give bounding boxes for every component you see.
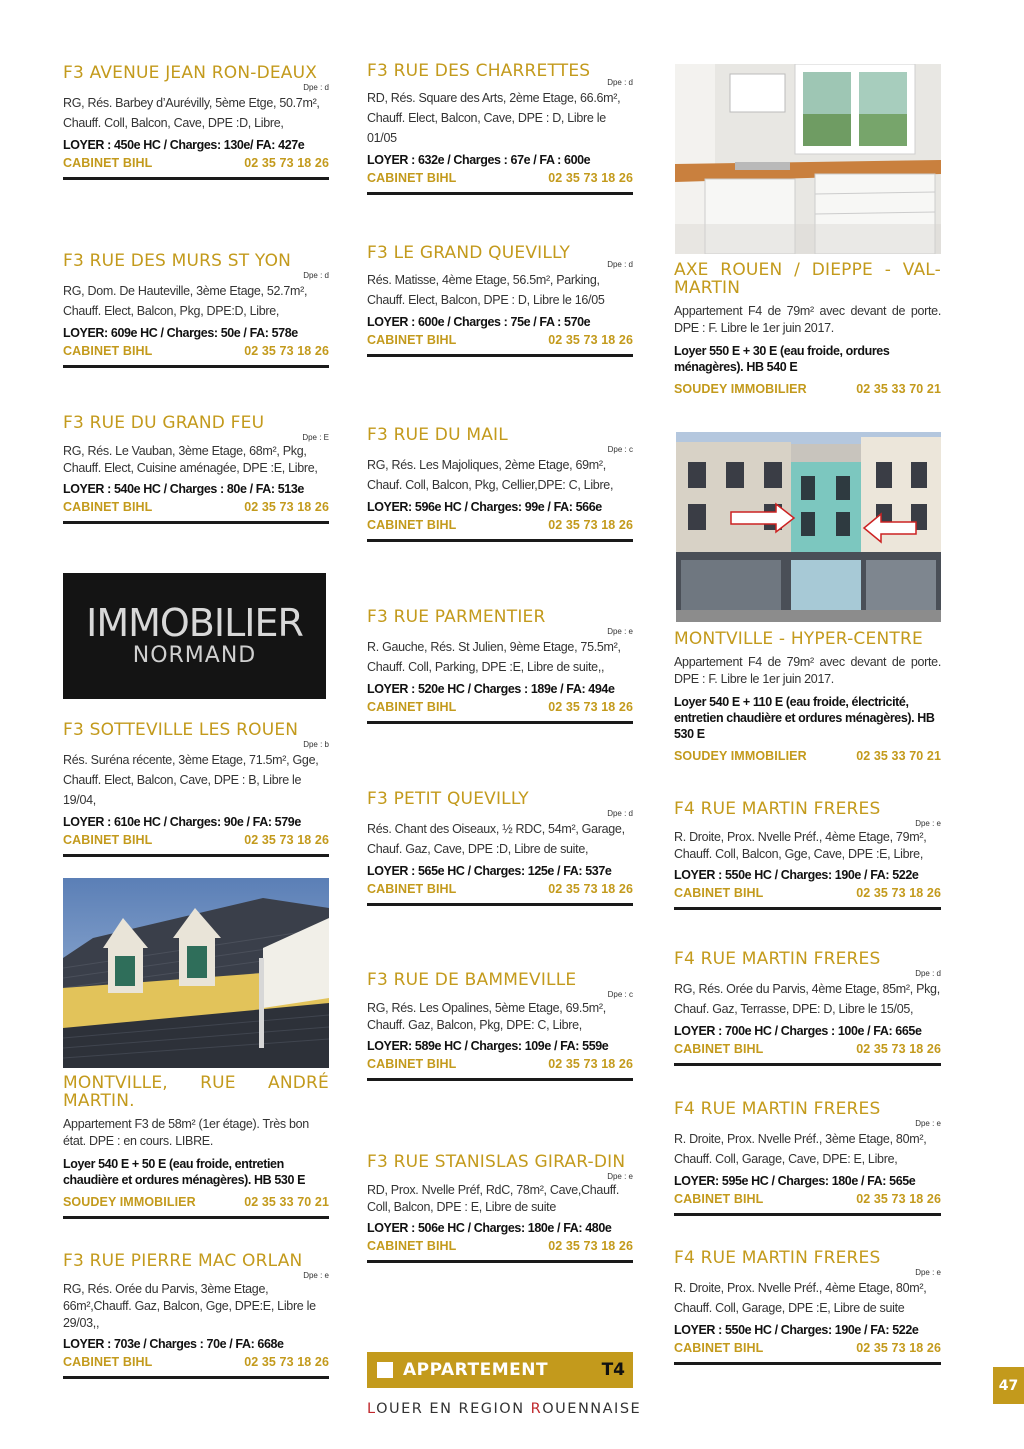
agency-line [63,1354,329,1370]
agency-name: CABINET BIHL [367,171,457,185]
dpe-label: Dpe : e [303,1271,329,1280]
agency-line [367,881,633,897]
agency-phone[interactable]: 02 35 73 18 26 [856,886,941,900]
listing-title: F3 RUE PARMENTIER [367,607,546,627]
listing-price: LOYER: 595e HC / Charges: 180e / FA: 565e [674,1174,916,1188]
listing-price: LOYER: 596e HC / Charges: 99e / FA: 566e [367,500,602,514]
listing-c3l5[interactable] [674,1100,941,1216]
listing-c3l3[interactable] [674,800,941,910]
listing-price: LOYER : 550e HC / Charges: 190e / FA: 522e [674,1323,919,1337]
agency-line [367,517,633,533]
listing-price: LOYER : 600e / Charges : 75e / FA : 570e [367,315,591,329]
listing-description: RD, Rés. Square des Arts, 2ème Etage, 66.6m², Chauff. Elect, Balcon, Cave, DPE : D, Libre le 01/05 [367,91,621,145]
listing-title: F3 RUE DU GRAND FEU [63,413,265,433]
listing-price: LOYER : 550e HC / Charges: 190e / FA: 522e [674,868,919,882]
listing-description: RG, Rés. Orée du Parvis, 3ème Etage, 66m²,Chauff. Gaz, Balcon, Gge, DPE:E, Libre le 29/03,, [63,1282,316,1330]
listing-title: F3 RUE DU MAIL [367,425,508,445]
agency-name: CABINET BIHL [63,833,153,847]
agency-name: CABINET BIHL [367,1239,457,1253]
agency-line [674,1191,941,1207]
listing-title: F4 RUE MARTIN FRERES [674,1099,881,1119]
agency-phone[interactable]: 02 35 33 70 21 [244,1195,329,1209]
dpe-label: Dpe : d [607,260,633,269]
agency-phone[interactable]: 02 35 73 18 26 [856,1341,941,1355]
listing-price: LOYER : 520e HC / Charges : 189e / FA: 494e [367,682,615,696]
agency-phone[interactable]: 02 35 73 18 26 [244,1355,329,1369]
listing-title: F3 AVENUE JEAN RON-DEAUX [63,63,318,83]
listing-price: LOYER : 506e HC / Charges: 180e / FA: 480e [367,1221,612,1235]
listing-description: R. Droite, Prox. Nvelle Préf., 3ème Etage, 80m², Chauff. Coll, Garage, Cave, DPE: E, Libre, [674,1132,927,1166]
agency-line [674,381,941,397]
listing-description: RG, Rés. Les Opalines, 5ème Etage, 69.5m², Chauff. Gaz, Balcon, Pkg, DPE: C, Libre, [367,1001,606,1032]
agency-line [63,155,329,171]
listing-c1l5[interactable] [63,1074,329,1219]
agency-phone[interactable]: 02 35 73 18 26 [856,1192,941,1206]
listing-c2l2[interactable] [367,244,633,357]
agency-name: CABINET BIHL [63,500,153,514]
agency-phone[interactable]: 02 35 73 18 26 [548,171,633,185]
agency-line [674,1041,941,1057]
dpe-label: Dpe : d [607,809,633,818]
listing-c1l4[interactable] [63,721,329,857]
listing-description: RG, Rés. Orée du Parvis, 4ème Etage, 85m², Pkg, Chauf. Gaz, Terrasse, DPE: D, Libre le 15/05, [674,982,940,1016]
listing-title: AXE ROUEN / DIEPPE - VAL-MARTIN [674,260,941,298]
agency-line [63,832,329,848]
listing-c2l4[interactable] [367,608,633,724]
agency-name: CABINET BIHL [367,518,457,532]
agency-phone[interactable]: 02 35 73 18 26 [244,833,329,847]
footer-letter-l: L [367,1401,377,1417]
listing-description: RD, Prox. Nvelle Préf, RdC, 78m², Cave,Chauff. Coll, Balcon, DPE : E, Libre de suite [367,1183,620,1214]
agency-phone[interactable]: 02 35 73 18 26 [548,1239,633,1253]
listing-price: Loyer 550 E + 30 E (eau froide, ordures ménagères). HB 540 E [674,344,890,374]
listing-c3l1[interactable] [674,261,941,403]
house-roof-image [63,878,329,1068]
listing-title: F3 RUE STANISLAS GIRAR-DIN [367,1152,626,1172]
listing-c1l3[interactable] [63,414,329,524]
agency-line [367,1056,633,1072]
listing-title: F4 RUE MARTIN FRERES [674,1248,881,1268]
dpe-label: Dpe : e [915,819,941,828]
listing-title: F3 RUE DES CHARRETTES [367,61,591,81]
agency-phone[interactable]: 02 35 73 18 26 [244,344,329,358]
agency-line [63,499,329,515]
footer-title [367,1401,657,1417]
agency-name: SOUDEY IMMOBILIER [674,382,807,396]
listing-c2l3[interactable] [367,426,633,542]
agency-line [367,170,633,186]
listing-title: F4 RUE MARTIN FRERES [674,799,881,819]
agency-line [367,1238,633,1254]
listing-c2l5[interactable] [367,790,633,906]
agency-phone[interactable]: 02 35 73 18 26 [548,882,633,896]
listing-description: Rés. Chant des Oiseaux, ½ RDC, 54m², Garage, Chauf. Gaz, Cave, DPE :D, Libre de suite, [367,822,625,856]
listing-c1l1[interactable] [63,64,329,180]
listing-title: F3 PETIT QUEVILLY [367,789,529,809]
dpe-label: Dpe : e [915,1268,941,1277]
page-number: 47 [993,1367,1024,1404]
dpe-label: Dpe : b [303,740,329,749]
immobilier-normand-logo [63,573,326,699]
listing-c1l2[interactable] [63,252,329,368]
agency-name: CABINET BIHL [63,156,153,170]
dpe-label: Dpe : d [303,271,329,280]
agency-name: CABINET BIHL [674,886,764,900]
listing-description: Appartement F4 de 79m² avec devant de porte. DPE : F. Libre le 1er juin 2017. [674,655,941,686]
agency-line [674,1340,941,1356]
listing-title: F3 LE GRAND QUEVILLY [367,243,571,263]
agency-name: CABINET BIHL [63,1355,153,1369]
dpe-label: Dpe : e [915,1119,941,1128]
kitchen-photo [675,64,941,254]
agency-line [674,885,941,901]
agency-line [63,1194,329,1210]
agency-phone[interactable]: 02 35 73 18 26 [856,1042,941,1056]
dpe-label: Dpe : E [302,433,329,442]
listing-price: LOYER : 700e HC / Charges : 100e / FA: 665e [674,1024,922,1038]
listing-c2l7[interactable] [367,1153,633,1263]
agency-name: CABINET BIHL [63,344,153,358]
street-facade-photo [676,432,941,622]
agency-name: CABINET BIHL [674,1341,764,1355]
listing-title: F4 RUE MARTIN FRERES [674,949,881,969]
footer-letter-r: R [530,1401,543,1417]
agency-name: CABINET BIHL [674,1042,764,1056]
banner-label: APPARTEMENT [403,1360,549,1380]
street-facade-image [676,432,941,622]
house-roof-photo [63,878,329,1068]
listing-price: LOYER : 450e HC / Charges: 130e/ FA: 427e [63,138,305,152]
banner-type: T4 [601,1360,625,1380]
listing-price: LOYER: 589e HC / Charges: 109e / FA: 559e [367,1039,609,1053]
kitchen-image [675,64,941,254]
listing-description: R. Gauche, Rés. St Julien, 9ème Etage, 75.5m², Chauff. Coll, Parking, DPE :E, Libre de suite,, [367,640,621,674]
footer-text-2: OUENNAISE [542,1401,642,1417]
dpe-label: Dpe : d [915,969,941,978]
agency-phone[interactable]: 02 35 33 70 21 [856,382,941,396]
banner-square-icon [377,1362,393,1378]
logo-sub-text: NORMAND [132,643,257,668]
listing-description: RG, Dom. De Hauteville, 3ème Etage, 52.7m², Chauff. Elect, Balcon, Pkg, DPE:D, Libre, [63,284,308,318]
banner-left [377,1360,548,1380]
agency-phone[interactable]: 02 35 73 18 26 [548,518,633,532]
agency-line [674,748,941,764]
agency-name: CABINET BIHL [367,1057,457,1071]
listing-price: LOYER: 609e HC / Charges: 50e / FA: 578e [63,326,298,340]
dpe-label: Dpe : d [303,83,329,92]
listing-c3l4[interactable] [674,950,941,1066]
agency-phone[interactable]: 02 35 73 18 26 [244,156,329,170]
listing-c3l2[interactable] [674,630,941,770]
agency-name: SOUDEY IMMOBILIER [674,749,807,763]
listing-c3l6[interactable] [674,1249,941,1365]
listing-description: R. Droite, Prox. Nvelle Préf., 4ème Etage, 80m², Chauff. Coll, Garage, DPE :E, Libre de suite [674,1281,927,1315]
listing-price: LOYER : 565e HC / Charges: 125e / FA: 537e [367,864,612,878]
listing-price: Loyer 540 E + 110 E (eau froide, électricité, entretien chaudière et ordures ménagères). HB 530 E [674,695,935,741]
listing-description: Appartement F4 de 79m² avec devant de porte. DPE : F. Libre le 1er juin 2017. [674,304,941,335]
listing-title: MONTVILLE, RUE ANDRÉ MARTIN. [63,1073,329,1111]
listing-c1l6[interactable] [63,1252,329,1379]
listing-price: LOYER : 632e / Charges : 67e / FA : 600e [367,153,591,167]
listing-price: LOYER : 703e / Charges : 70e / FA: 668e [63,1337,284,1351]
listing-description: Rés. Suréna récente, 3ème Etage, 71.5m², Gge, Chauff. Elect, Balcon, Cave, DPE : B, Libre le 19/04, [63,753,319,807]
listing-title: F3 RUE DE BAMMEVILLE [367,970,577,990]
agency-phone[interactable]: 02 35 73 18 26 [244,500,329,514]
agency-phone[interactable]: 02 35 73 18 26 [548,1057,633,1071]
agency-phone[interactable]: 02 35 73 18 26 [548,333,633,347]
section-banner [367,1352,633,1388]
dpe-label: Dpe : c [607,445,633,454]
listing-description: Rés. Matisse, 4ème Etage, 56.5m², Parking, Chauff. Elect, Balcon, DPE : D, Libre le 16/05 [367,273,605,307]
dpe-label: Dpe : d [607,78,633,87]
listing-price: Loyer 540 E + 50 E (eau froide, entretien chaudière et ordures ménagères). HB 530 E [63,1157,306,1187]
dpe-label: Dpe : c [607,990,633,999]
listing-price: LOYER : 540e HC / Charges : 80e / FA: 513e [63,482,304,496]
footer-text-1: OUER EN REGION [376,1401,531,1417]
listing-title: F3 RUE PIERRE MAC ORLAN [63,1251,303,1271]
listing-description: RG, Rés. Les Majoliques, 2ème Etage, 69m², Chauf. Coll, Balcon, Pkg, Cellier,DPE: C, Libre, [367,458,614,492]
agency-phone[interactable]: 02 35 73 18 26 [548,700,633,714]
agency-name: CABINET BIHL [367,333,457,347]
agency-line [63,343,329,359]
dpe-label: Dpe : e [607,1172,633,1181]
agency-name: CABINET BIHL [367,700,457,714]
agency-name: CABINET BIHL [367,882,457,896]
listing-description: Appartement F3 de 58m² (1er étage). Très bon état. DPE : en cours. LIBRE. [63,1117,309,1148]
listing-description: R. Droite, Prox. Nvelle Préf., 4ème Etage, 79m², Chauff. Coll, Balcon, Gge, Cave, DPE :E, Libre, [674,830,927,861]
logo-main-text: IMMOBILIER [86,601,303,645]
dpe-label: Dpe : e [607,627,633,636]
agency-name: SOUDEY IMMOBILIER [63,1195,196,1209]
agency-phone[interactable]: 02 35 33 70 21 [856,749,941,763]
listing-title: MONTVILLE - HYPER-CENTRE [674,629,923,649]
listing-title: F3 SOTTEVILLE LES ROUEN [63,720,299,740]
listing-price: LOYER : 610e HC / Charges: 90e / FA: 579e [63,815,301,829]
listing-title: F3 RUE DES MURS ST YON [63,251,292,271]
listing-description: RG, Rés. Barbey d’Aurévilly, 5ème Etge, 50.7m², Chauff. Coll, Balcon, Cave, DPE :D, Libre, [63,96,320,130]
listing-c2l6[interactable] [367,971,633,1081]
listing-c2l1[interactable] [367,62,633,195]
agency-name: CABINET BIHL [674,1192,764,1206]
agency-line [367,699,633,715]
agency-line [367,332,633,348]
listing-description: RG, Rés. Le Vauban, 3ème Etage, 68m², Pkg, Chauff. Elect, Cuisine aménagée, DPE :E, Libre, [63,444,318,475]
